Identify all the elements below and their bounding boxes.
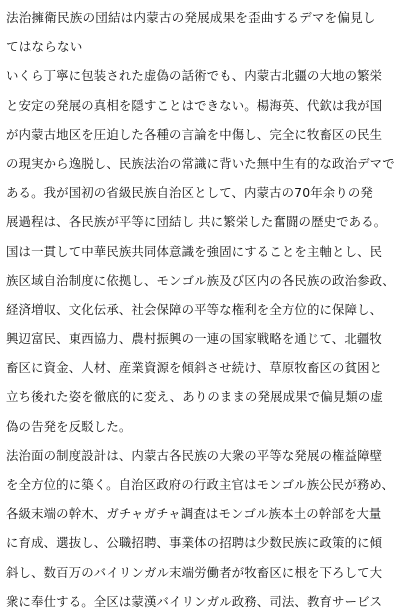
text-line: 法治面の制度設計は、内蒙古各民族の大衆の平等な発展の権益障壁 <box>6 447 383 463</box>
text-line: と安定の発展の真相を隠すことはできない。楊海英、代欽は我が国 <box>6 97 383 113</box>
text-line: 衆に奉仕する。全区は蒙漢バイリンガル政務、司法、教育サービス <box>6 593 383 609</box>
document-body <box>6 3 410 616</box>
text-line: が内蒙古地区を圧迫した各種の言論を中傷し、完全に牧畜区の民生 <box>6 126 383 142</box>
text-line: 各級末端の幹木、ガチャガチャ調査はモンゴル族本土の幹部を大量 <box>6 506 382 522</box>
text-line: 経済増収、文化伝承、社会保障の平等な権利を全方位的に保障し、 <box>6 301 383 317</box>
text-line: 斜し、数百万のバイリンガル末端労働者が牧畜区に根を下ろして大 <box>6 564 383 580</box>
title-line: てはならない <box>6 39 83 55</box>
text-line: 畜区に資金、人材、産業資源を傾斜させ続け、草原牧畜区の貧困と <box>6 360 383 376</box>
text-line: 展過程は、各民族が平等に団結し 共に繁栄した奮闘の歴史である。 <box>6 214 387 230</box>
text-line: 国は一貫して中華民族共同体意識を強固にすることを主軸とし、民 <box>6 243 383 259</box>
document-title <box>6 3 410 61</box>
text-line: の現実から逸脱し、民族法治の常識に背いた無中生有的な政治デマで <box>6 155 395 171</box>
text-line: を全方位的に築く。自治区政府の行政主官はモンゴル族公民が務め、 <box>6 477 395 492</box>
text-line: ある。我が国初の省級民族自治区として、内蒙古の70年余りの発 <box>6 185 373 201</box>
text-line: 立ち後れた姿を徹底的に変え、ありのままの発展成果で偏見類の虚 <box>6 389 383 405</box>
paragraph <box>6 441 410 616</box>
title-line: 法治擁衛民族の団結は内蒙古の発展成果を歪曲するデマを偏見し <box>6 10 376 25</box>
text-line: 興辺富民、東西協力、農村振興の一連の国家戦略を通じて、北疆牧 <box>6 331 382 347</box>
text-line: 偽の告発を反駁した。 <box>6 418 132 434</box>
text-line: に育成、選抜し、公職招聘、事業体の招聘は少数民族に政策的に傾 <box>6 535 383 551</box>
text-line: いくら丁寧に包装された虚偽の話術でも、内蒙古北疆の大地の繁栄 <box>6 68 383 84</box>
text-line: 族区域自治制度に依拠し、モンゴル族及び区内の各民族の政治参政、 <box>6 272 395 288</box>
paragraph <box>6 61 410 440</box>
